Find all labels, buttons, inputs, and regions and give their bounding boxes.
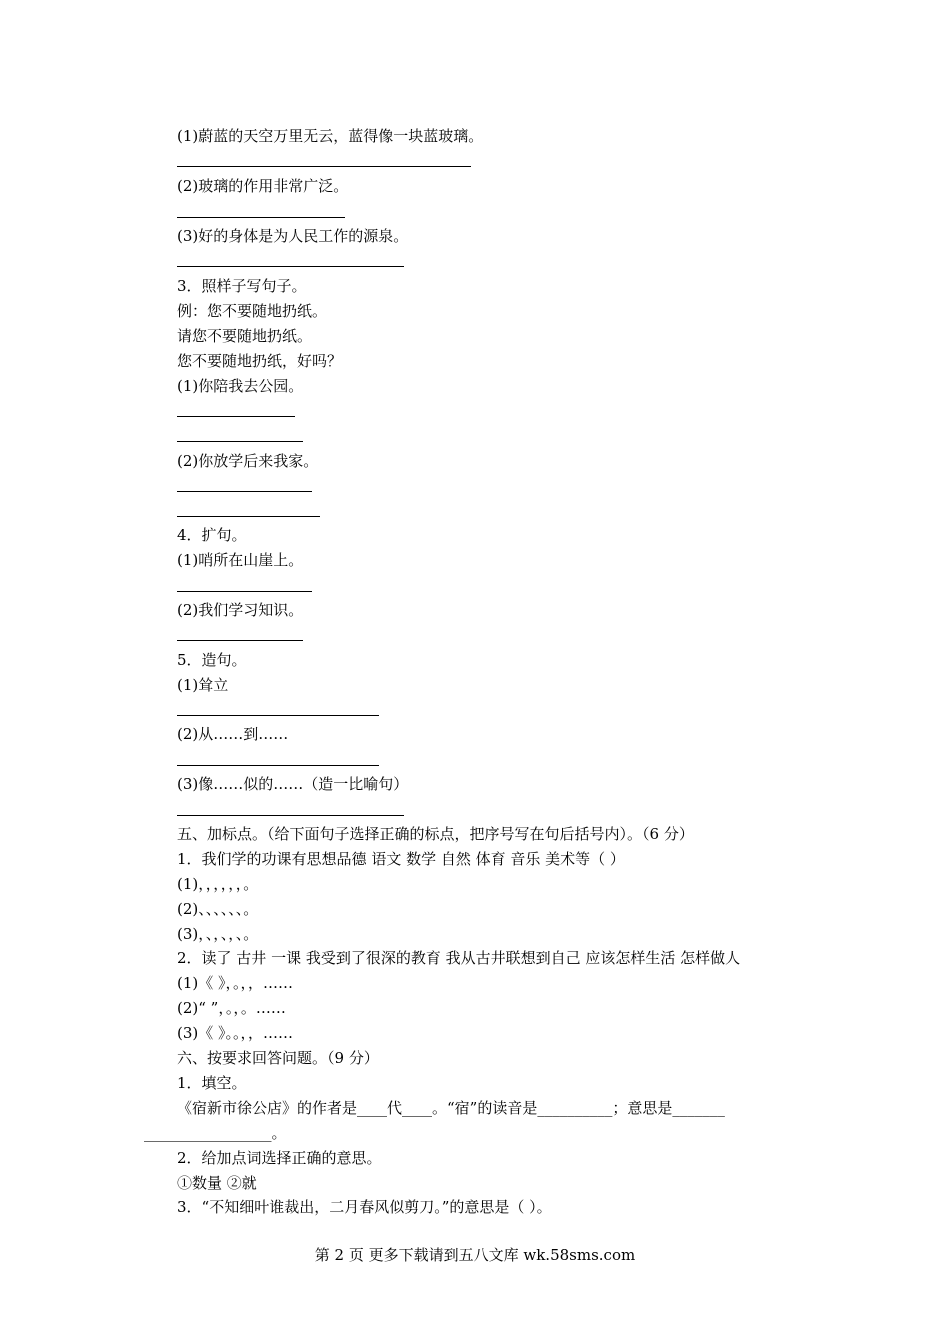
example-line: 您不要随地扔纸，好吗？ bbox=[177, 352, 343, 370]
option-line: (3)《 》。。，，…… bbox=[177, 1024, 294, 1042]
section-5-heading: 五、加标点。（给下面句子选择正确的标点，把序号写在句后括号内）。（6 分） bbox=[177, 825, 694, 843]
sentence-1: (1)蔚蓝的天空万里无云，蓝得像一块蓝玻璃。 bbox=[177, 127, 484, 145]
option-line: (3)，、，、，、。 bbox=[177, 925, 259, 943]
question-4-heading: 4．扩句。 bbox=[177, 526, 247, 544]
question-line: 1．我们学的功课有思想品德 语文 数学 自然 体育 音乐 美术等（ ） bbox=[177, 850, 625, 868]
sentence-item: (2)你放学后来我家。 bbox=[177, 452, 319, 470]
example-line: 请您不要随地扔纸。 bbox=[177, 327, 313, 345]
question-line: 3．“不知细叶谁裁出，二月春风似剪刀。”的意思是（ ）。 bbox=[177, 1198, 552, 1216]
option-line: (1)《 》，。，，…… bbox=[177, 974, 294, 992]
page-footer: 第 2 页 更多下载请到五八文库 wk.58sms.com bbox=[314, 1246, 636, 1264]
answer-blank[interactable] bbox=[177, 765, 379, 766]
fill-in-line: 《宿新市徐公店》的作者是____代____。“宿”的读音是__________；意思是_______ bbox=[177, 1099, 725, 1117]
example-line: 例：您不要随地扔纸。 bbox=[177, 302, 328, 320]
answer-blank[interactable] bbox=[177, 416, 295, 417]
answer-blank[interactable] bbox=[177, 591, 312, 592]
question-line: 1．填空。 bbox=[177, 1074, 247, 1092]
answer-blank[interactable] bbox=[177, 441, 303, 442]
answer-blank[interactable] bbox=[177, 217, 345, 218]
sentence-item: (1)你陪我去公园。 bbox=[177, 377, 304, 395]
sentence-2: (2)玻璃的作用非常广泛。 bbox=[177, 177, 349, 195]
section-6-heading: 六、按要求回答问题。（9 分） bbox=[177, 1049, 379, 1067]
sentence-item: (1)哨所在山崖上。 bbox=[177, 551, 304, 569]
answer-blank[interactable] bbox=[177, 516, 320, 517]
sentence-item: (3)像……似的……（造一比喻句） bbox=[177, 775, 409, 793]
option-line: ①数量 ②就 bbox=[177, 1174, 257, 1192]
sentence-item: (1)耸立 bbox=[177, 676, 229, 694]
answer-blank[interactable] bbox=[177, 491, 312, 492]
question-line: 2．给加点词选择正确的意思。 bbox=[177, 1149, 382, 1167]
question-3-heading: 3．照样子写句子。 bbox=[177, 277, 307, 295]
option-line: (1)，，，，，，。 bbox=[177, 875, 259, 893]
answer-blank[interactable] bbox=[177, 640, 303, 641]
sentence-3: (3)好的身体是为人民工作的源泉。 bbox=[177, 227, 409, 245]
sentence-item: (2)从……到…… bbox=[177, 725, 289, 743]
sentence-item: (2)我们学习知识。 bbox=[177, 601, 304, 619]
question-5-heading: 5．造句。 bbox=[177, 651, 247, 669]
question-line: 2．读了 古井 一课 我受到了很深的教育 我从古井联想到自己 应该怎样生活 怎样做人 bbox=[177, 949, 741, 967]
answer-blank[interactable] bbox=[177, 166, 471, 167]
answer-blank[interactable] bbox=[177, 815, 404, 816]
fill-in-line: _________________。 bbox=[144, 1124, 287, 1142]
option-line: (2)、、、、、、。 bbox=[177, 900, 259, 918]
answer-blank[interactable] bbox=[177, 715, 379, 716]
option-line: (2)“ ”，。，。…… bbox=[177, 999, 286, 1017]
answer-blank[interactable] bbox=[177, 266, 404, 267]
